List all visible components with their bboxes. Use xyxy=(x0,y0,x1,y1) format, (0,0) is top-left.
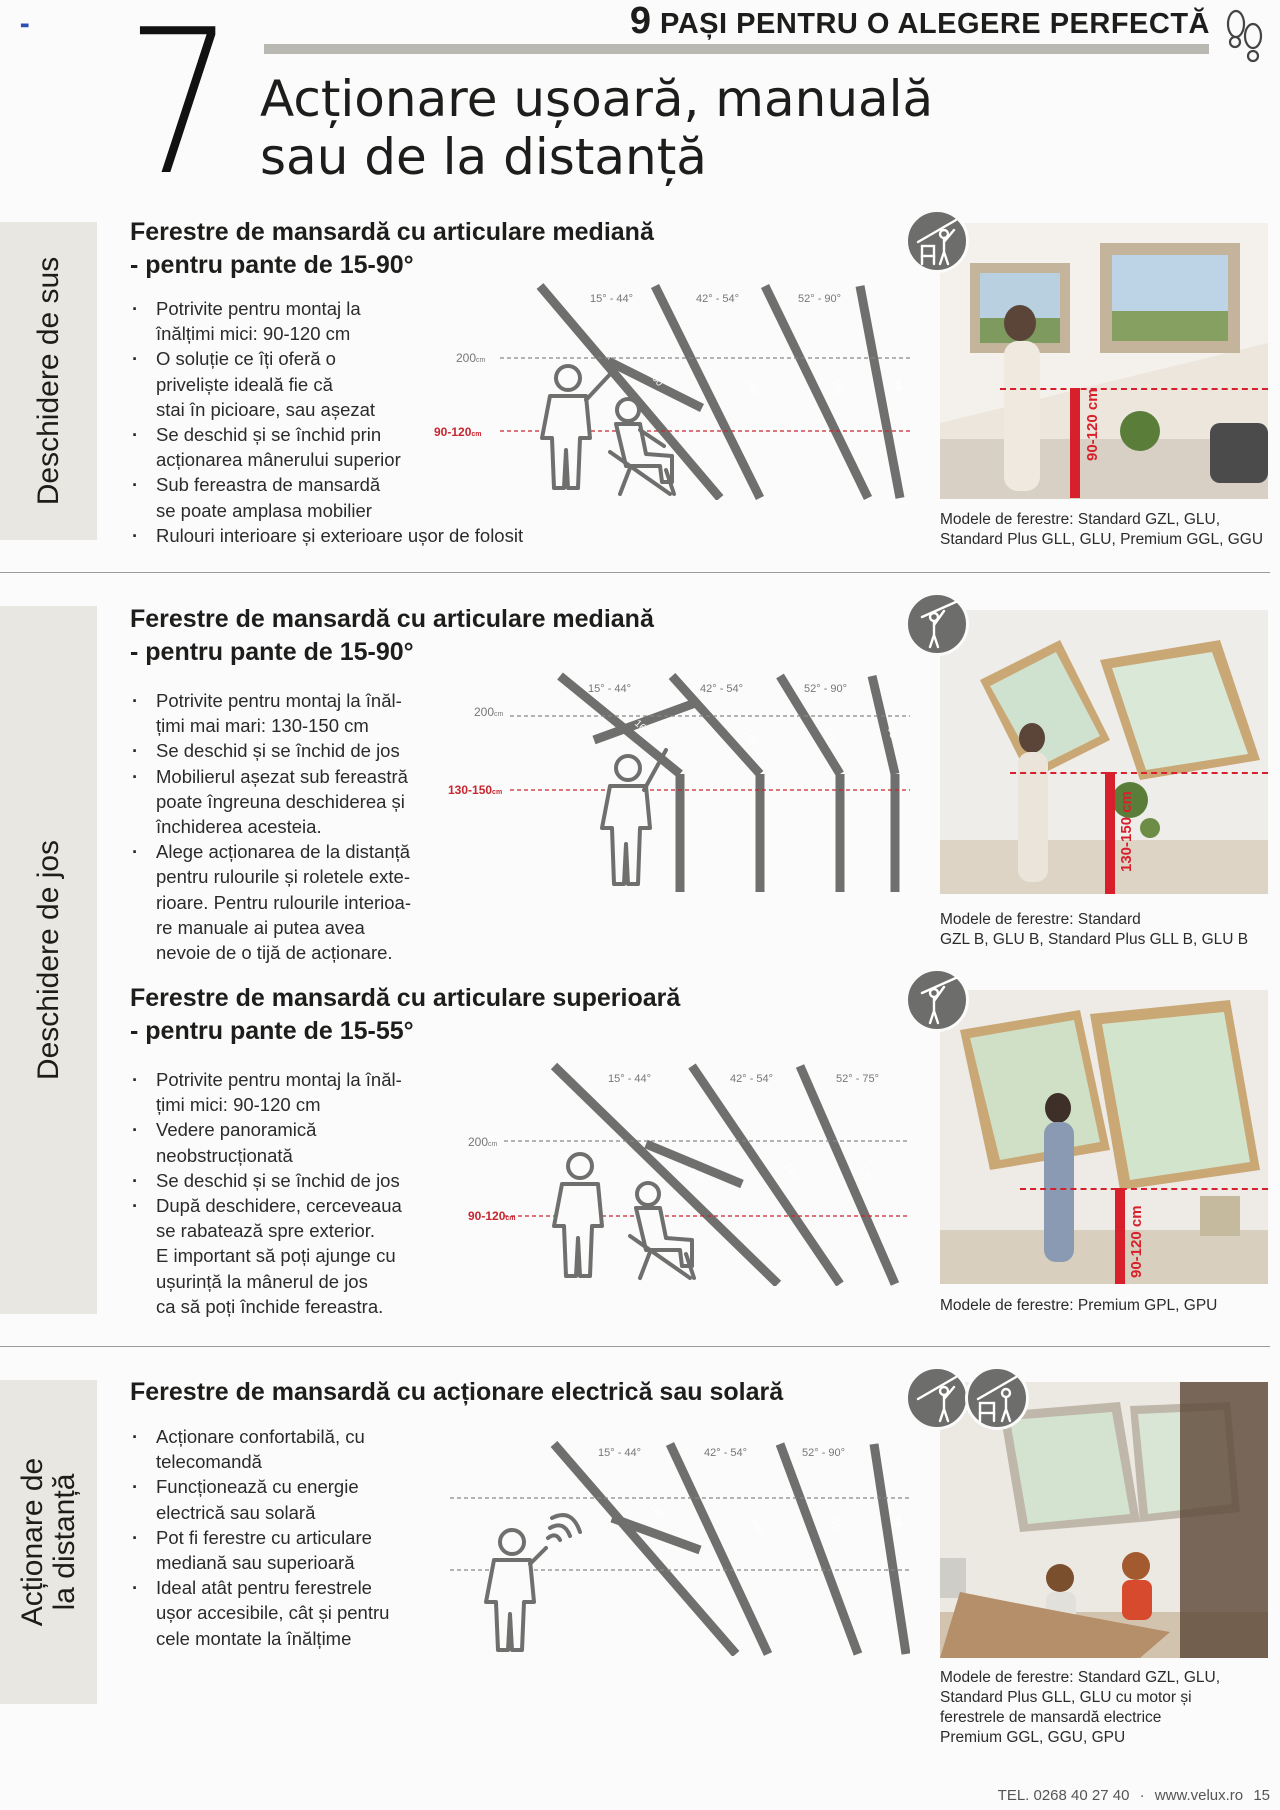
length-label: 118 xyxy=(829,377,845,397)
list-item: · Potrivite pentru montaj la înăl- xyxy=(130,688,411,713)
photo-height-dashline xyxy=(1000,388,1268,390)
open-sash-line xyxy=(612,1518,700,1550)
list-item: · Se deschid și se închid prin xyxy=(130,422,523,447)
angle-label: 42° - 54° xyxy=(704,1447,748,1459)
seated-person-icon xyxy=(965,1366,1029,1430)
photo-height-marker xyxy=(1105,772,1115,894)
photo-woman-at-window xyxy=(940,223,1268,499)
list-item: · Vedere panoramică xyxy=(130,1117,402,1142)
standing-person-icon xyxy=(602,750,666,884)
section-title-line2: - pentru pante de 15-55° xyxy=(130,1017,414,1045)
length-label: 160 xyxy=(645,368,665,389)
photo-height-label: 90-120 cm xyxy=(1084,388,1101,461)
length-label: 118 xyxy=(827,1513,843,1533)
slope-diagram xyxy=(450,1436,910,1656)
angle-label: 52° - 90° xyxy=(804,683,848,695)
caption-line2: GZL B, GLU B, Standard Plus GLL B, GLU B xyxy=(940,931,1249,948)
photo-height-dashline xyxy=(1020,1188,1268,1190)
photo-height-marker xyxy=(1115,1188,1125,1284)
height-label-low: 130-150cm xyxy=(448,783,503,797)
list-item: poate îngreuna deschiderea și xyxy=(156,790,405,812)
list-item: · Funcționează cu energie xyxy=(130,1474,389,1499)
footprints-icon xyxy=(1222,6,1266,66)
angle-label: 52° - 75° xyxy=(836,1073,880,1085)
height-label-200: 200cm xyxy=(456,351,486,365)
sidebar-label-line2: la distanță xyxy=(47,1473,81,1611)
height-label-200: 200cm xyxy=(474,705,504,719)
section-title-line2: - pentru pante de 15-90° xyxy=(130,638,414,666)
list-item: neobstrucționată xyxy=(156,1144,293,1166)
length-label: 98 xyxy=(885,726,899,740)
photo-height-marker xyxy=(1070,388,1080,498)
step-number: 7 xyxy=(126,0,235,220)
list-item: ca să poți închide fereastra. xyxy=(156,1295,384,1317)
length-label: 140 xyxy=(743,376,761,397)
height-label-200: 200cm xyxy=(468,1135,498,1149)
caption-line3: ferestrele de mansardă electrice xyxy=(940,1709,1162,1726)
list-item: țimi mai mari: 130-150 cm xyxy=(156,715,369,737)
header-step-count: 9 xyxy=(629,0,652,42)
roof-slope-line xyxy=(554,1444,736,1654)
list-item: ușurință la mânerul de jos xyxy=(156,1270,368,1292)
footer-website[interactable]: www.velux.ro xyxy=(1154,1787,1244,1804)
list-item: · Mobilierul așezat sub fereastră xyxy=(130,764,411,789)
roof-slope-line xyxy=(780,1444,858,1654)
length-label: 98 xyxy=(891,378,904,392)
list-item: electrică sau solară xyxy=(156,1501,316,1523)
length-label: 140 xyxy=(781,1161,800,1182)
page-footer xyxy=(992,1787,1270,1804)
section-title-line1: Ferestre de mansardă cu articulare mediană xyxy=(130,218,654,246)
models-caption xyxy=(940,910,1248,950)
list-item: · Rulouri interioare și exterioare ușor de folosit xyxy=(130,523,523,548)
footer-separator: · xyxy=(1139,1787,1145,1804)
list-item: ușor accesibile, cât și pentru xyxy=(156,1602,390,1624)
list-item: · Potrivite pentru montaj la înăl- xyxy=(130,1067,402,1092)
photo-height-label: 90-120 cm xyxy=(1128,1205,1145,1278)
sidebar-label: Deschidere de sus xyxy=(31,256,65,506)
angle-label: 52° - 90° xyxy=(802,1447,846,1459)
section-title xyxy=(130,603,654,669)
sidebar-label xyxy=(17,1458,81,1626)
section-title: Ferestre de mansardă cu acționare electrică sau solară xyxy=(130,1378,784,1406)
list-item: nevoie de o tijă de acționare. xyxy=(156,942,393,964)
caption-line2: Standard Plus GLL, GLU, Premium GGL, GGU xyxy=(940,531,1264,548)
list-item: E important să poți ajunge cu xyxy=(156,1245,396,1267)
sidebar-top-opening xyxy=(0,222,97,540)
wifi-signal-icon xyxy=(548,1515,580,1540)
list-item: re manuale ai putea avea xyxy=(156,916,365,938)
list-item: · Pot fi ferestre cu articulare xyxy=(130,1525,389,1550)
roof-slope-line xyxy=(874,1444,906,1654)
models-caption xyxy=(940,1296,1217,1316)
angle-label: 15° - 44° xyxy=(588,683,632,695)
list-item: · Acționare confortabilă, cu xyxy=(130,1424,389,1449)
caption-line1: Modele de ferestre: Standard xyxy=(940,911,1141,928)
standing-person-icon xyxy=(554,1154,602,1276)
angle-label: 42° - 54° xyxy=(730,1073,774,1085)
list-item: priveliște ideală fie că xyxy=(156,373,333,395)
list-item: rioare. Pentru rulourile interioa- xyxy=(156,891,412,913)
roof-slope-line xyxy=(872,676,895,774)
step-title-line2: sau de la distanță xyxy=(260,128,707,186)
list-item: se rabatează spre exterior. xyxy=(156,1220,376,1242)
list-item: · Sub fereastra de mansardă xyxy=(130,472,523,497)
header-title-text: PAȘI PENTRU O ALEGERE PERFECTĂ xyxy=(660,8,1210,40)
list-item: · Ideal atât pentru ferestrele xyxy=(130,1575,389,1600)
section-divider xyxy=(0,1346,1270,1347)
seated-person-icon xyxy=(610,399,674,494)
section-title xyxy=(130,216,654,282)
length-label: 118 xyxy=(821,726,839,746)
section-divider xyxy=(0,572,1270,573)
bullet-list xyxy=(130,1424,389,1651)
slope-diagram xyxy=(420,278,910,500)
step-title xyxy=(260,70,933,186)
list-item: cele montate la înălțime xyxy=(156,1627,352,1649)
models-caption xyxy=(940,510,1263,550)
person-with-remote-icon xyxy=(486,1530,546,1650)
length-label: 140 xyxy=(747,1516,765,1537)
person-opening-bottom-icon xyxy=(905,968,969,1032)
list-item: acționarea mânerului superior xyxy=(156,449,401,471)
caption-line1: Modele de ferestre: Standard GZL, GLU, xyxy=(940,1669,1220,1686)
length-label: 160 xyxy=(631,718,652,738)
angle-label: 42° - 54° xyxy=(700,683,744,695)
list-item: telecomandă xyxy=(156,1451,262,1473)
height-label-low: 90-120cm xyxy=(468,1209,516,1223)
list-item: se poate amplasa mobilier xyxy=(156,499,372,521)
sidebar-remote xyxy=(0,1380,97,1704)
section-title-line2: - pentru pante de 15-90° xyxy=(130,251,414,279)
list-item: · Se deschid și se închid de jos xyxy=(130,738,411,763)
step-title-line1: Acționare ușoară, manuală xyxy=(260,70,934,128)
list-item: · Se deschid și se închid de jos xyxy=(130,1168,402,1193)
roof-slope-line xyxy=(765,286,868,498)
length-label: 140 xyxy=(741,727,761,747)
length-label: 118 xyxy=(857,1162,874,1182)
header-title xyxy=(630,0,1210,43)
angle-label: 52° - 90° xyxy=(798,293,842,305)
section-title xyxy=(130,982,680,1048)
photo-height-label: 130-150 cm xyxy=(1118,791,1135,872)
flag-icon: ▬ xyxy=(20,20,30,31)
sidebar-bottom-opening xyxy=(0,606,97,1314)
bullet-list xyxy=(130,688,411,965)
footer-phone: TEL. 0268 40 27 40 xyxy=(997,1787,1130,1804)
photo-woman-top-hung-window xyxy=(940,990,1268,1284)
list-item: pentru rulourile și roletele exte- xyxy=(156,866,410,888)
list-item: stai în picioare, sau așezat xyxy=(156,398,376,420)
caption-line1: Modele de ferestre: Standard GZL, GLU, xyxy=(940,511,1220,528)
length-label: 160 xyxy=(647,1500,667,1521)
list-item: · Potrivite pentru montaj la xyxy=(130,296,523,321)
list-item: · După deschidere, cerceveaua xyxy=(130,1193,402,1218)
photo-woman-opening-window xyxy=(940,610,1268,894)
sidebar-label-line1: Acționare de xyxy=(15,1457,49,1627)
footer-page-number: 15 xyxy=(1253,1787,1270,1804)
list-item: mediană sau superioară xyxy=(156,1552,355,1574)
roof-slope-line xyxy=(860,286,900,498)
person-opening-top-icon xyxy=(905,1366,969,1430)
photo-height-dashline xyxy=(1010,772,1268,774)
section-title-line1: Ferestre de mansardă cu articulare mediană xyxy=(130,605,654,633)
length-label: 160 xyxy=(685,1166,706,1186)
header-rule xyxy=(264,44,1209,54)
angle-label: 42° - 54° xyxy=(696,293,740,305)
person-opening-top-icon xyxy=(905,209,969,273)
section-title-line1: Ferestre de mansardă cu articulare superioară xyxy=(130,984,681,1012)
caption-line1: Modele de ferestre: Premium GPL, GPU xyxy=(940,1297,1218,1314)
person-opening-bottom-icon xyxy=(905,592,969,656)
list-item: înălțimi mici: 90-120 cm xyxy=(156,323,351,345)
length-label: 98 xyxy=(891,1514,904,1528)
angle-label: 15° - 44° xyxy=(590,293,634,305)
bullet-list xyxy=(130,1067,402,1319)
caption-line2: Standard Plus GLL, GLU cu motor și xyxy=(940,1689,1192,1706)
angle-label: 15° - 44° xyxy=(598,1447,642,1459)
height-label-low: 90-120cm xyxy=(434,425,482,439)
slope-diagram xyxy=(440,672,910,894)
slope-diagram xyxy=(440,1062,910,1286)
standing-person-icon xyxy=(542,366,614,488)
list-item: · Alege acționarea de la distanță xyxy=(130,839,411,864)
models-caption xyxy=(940,1668,1220,1748)
list-item: țimi mici: 90-120 cm xyxy=(156,1094,321,1116)
caption-line4: Premium GGL, GGU, GPU xyxy=(940,1729,1126,1746)
angle-label: 15° - 44° xyxy=(608,1073,652,1085)
sidebar-label: Deschidere de jos xyxy=(31,839,65,1081)
list-item: · O soluție ce îți oferă o xyxy=(130,346,523,371)
list-item: închiderea acesteia. xyxy=(156,816,322,838)
